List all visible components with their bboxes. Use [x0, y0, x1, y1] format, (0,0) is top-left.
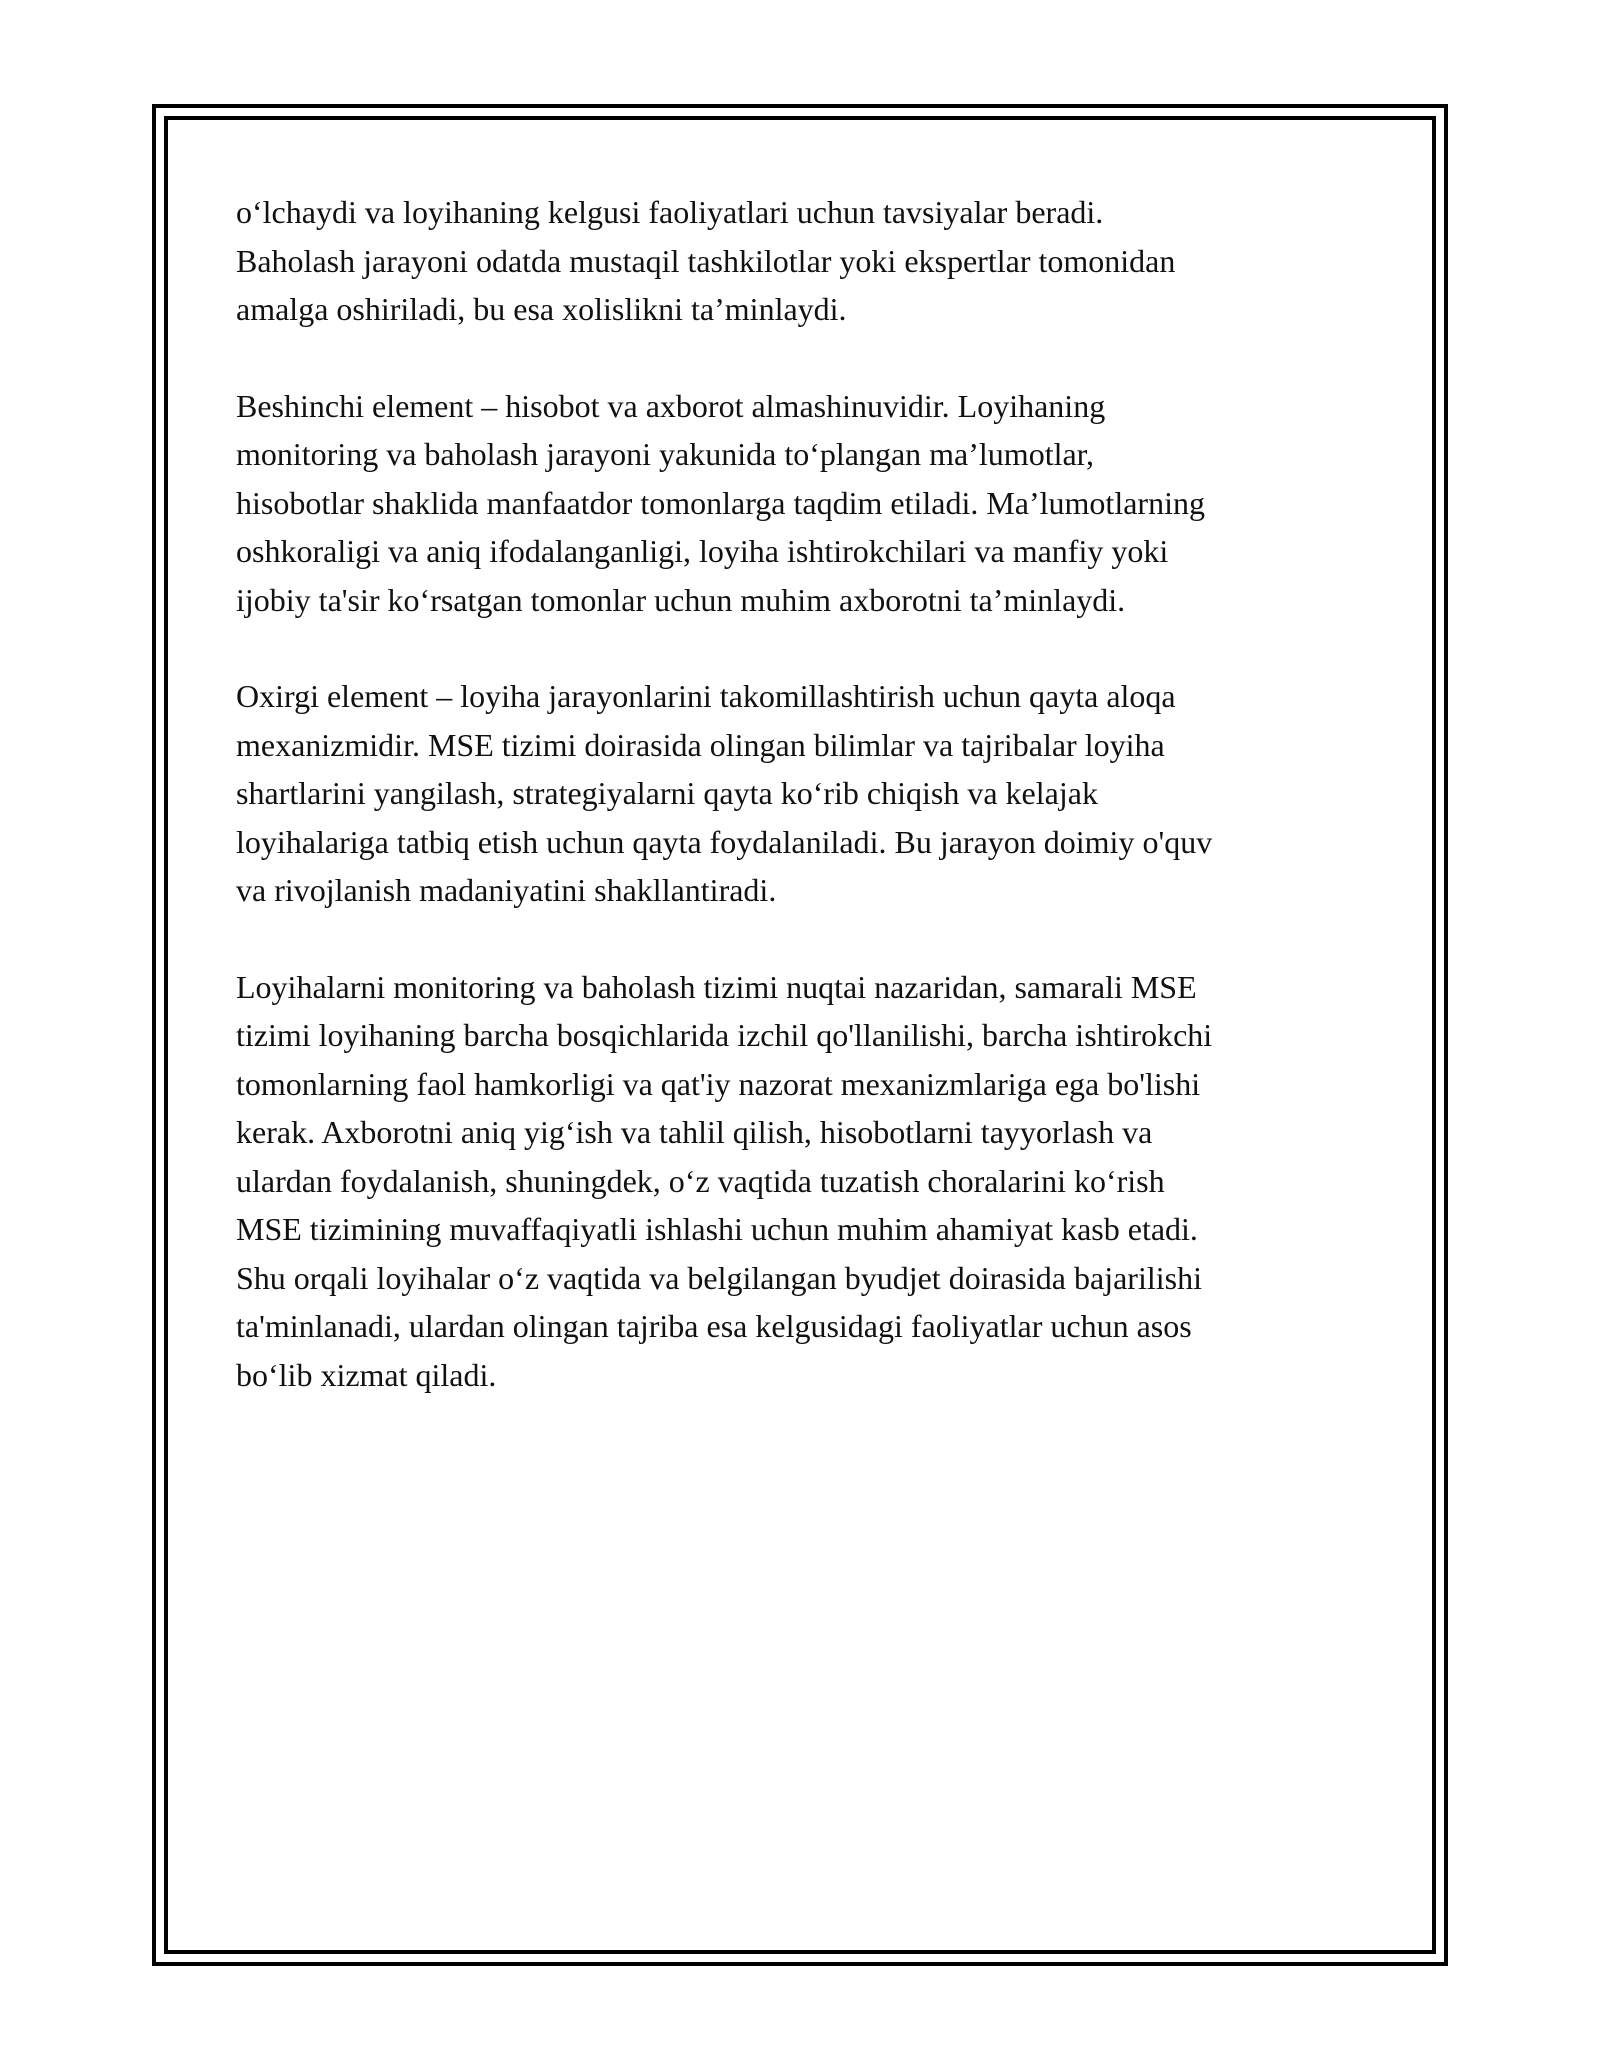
- paragraph-line: MSE tizimining muvaffaqiyatli ishlashi uchun muhim ahamiyat kasb etadi.: [236, 1211, 1198, 1247]
- paragraph-line: amalga oshiriladi, bu esa xolislikni ta’minlaydi.: [236, 291, 847, 327]
- paragraph-line: oshkoraligi va aniq ifodalanganligi, loyiha ishtirokchilari va manfiy yoki: [236, 533, 1169, 569]
- paragraph-line: kerak. Axborotni aniq yig‘ish va tahlil qilish, hisobotlarni tayyorlash va: [236, 1114, 1153, 1150]
- paragraph-line: Shu orqali loyihalar o‘z vaqtida va belgilangan byudjet doirasida bajarilishi: [236, 1259, 1202, 1296]
- paragraph-2: [236, 382, 1366, 625]
- document-body: [236, 188, 1366, 1447]
- paragraph-line: tizimi loyihaning barcha bosqichlarida izchil qo'llanilishi, barcha ishtirokchi: [236, 1017, 1213, 1053]
- paragraph-line: Beshinchi element – hisobot va axborot almashinuvidir. Loyihaning: [236, 387, 1106, 424]
- paragraph-1: [236, 188, 1366, 334]
- paragraph-line: o‘lchaydi va loyihaning kelgusi faoliyatlari uchun tavsiyalar beradi.: [236, 194, 1104, 230]
- paragraph-line: bo‘lib xizmat qiladi.: [236, 1356, 497, 1393]
- paragraph-line: Loyihalarni monitoring va baholash tizimi nuqtai nazaridan, samarali MSE: [236, 968, 1197, 1005]
- paragraph-line: ijobiy ta'sir ko‘rsatgan tomonlar uchun muhim axborotni ta’minlaydi.: [236, 581, 1126, 618]
- paragraph-line: monitoring va baholash jarayoni yakunida to‘plangan ma’lumotlar,: [236, 436, 1095, 472]
- paragraph-line: mexanizmidir. MSE tizimi doirasida olingan bilimlar va tajribalar loyiha: [236, 726, 1165, 763]
- paragraph-line: loyihalariga tatbiq etish uchun qayta foydalaniladi. Bu jarayon doimiy o'quv: [236, 823, 1213, 860]
- paragraph-line: shartlarini yangilash, strategiyalarni qayta ko‘rib chiqish va kelajak: [236, 775, 1098, 811]
- paragraph-line: hisobotlar shaklida manfaatdor tomonlarga taqdim etiladi. Ma’lumotlarning: [236, 484, 1205, 521]
- paragraph-line: ulardan foydalanish, shuningdek, o‘z vaqtida tuzatish choralarini ko‘rish: [236, 1162, 1165, 1199]
- paragraph-line: ta'minlanadi, ulardan olingan tajriba esa kelgusidagi faoliyatlar uchun asos: [236, 1308, 1192, 1344]
- paragraph-line: Baholash jarayoni odatda mustaqil tashkilotlar yoki ekspertlar tomonidan: [236, 242, 1176, 279]
- paragraph-line: tomonlarning faol hamkorligi va qat'iy nazorat mexanizmlariga ega bo'lishi: [236, 1065, 1201, 1102]
- paragraph-line: va rivojlanish madaniyatini shakllantiradi.: [236, 872, 777, 908]
- paragraph-3: [236, 672, 1366, 915]
- paragraph-line: Oxirgi element – loyiha jarayonlarini takomillashtirish uchun qayta aloqa: [236, 678, 1176, 714]
- paragraph-4: [236, 963, 1366, 1400]
